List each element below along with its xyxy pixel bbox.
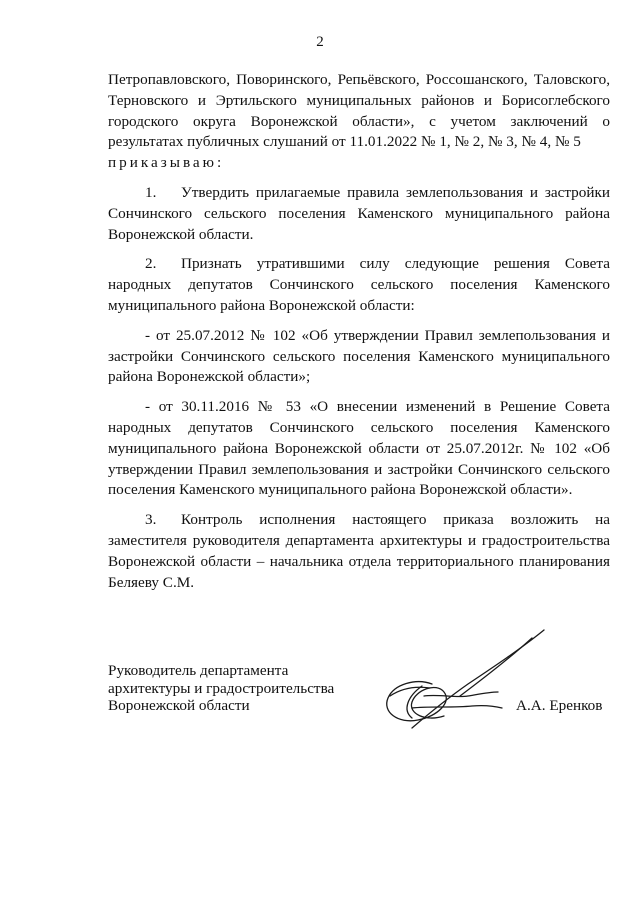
signer-name: А.А. Еренков: [516, 697, 603, 714]
order-word: приказываю:: [108, 154, 225, 172]
item-1: [108, 183, 610, 245]
item-2-sub-1: - от 25.07.2012 № 102 «Об утверждении Правил землепользования и застройки Сончинского сельского поселения Каменского муниципального района Воронежской области»;: [108, 326, 610, 386]
intro-paragraph: Петропавловского, Поворинского, Репьёвского, Россошанского, Таловского, Терновского и Эртильского муниципальных районов и Борисоглебского городского округа Воронежской области», с учетом заключений о результатах публичных слушаний от 11.01.2022 № 1, № 2, № 3, № 4, № 5: [108, 71, 610, 151]
item-2: [108, 254, 610, 316]
page-number: 2: [316, 34, 324, 50]
signoff-title-line-3: Воронежской области: [108, 697, 250, 714]
item-3-text: Контроль исполнения настоящего приказа возложить на заместителя руководителя департамента архитектуры и градостроительства Воронежской области – начальника отдела территориального планирования Беляеву С.М.: [108, 511, 610, 591]
item-1-number: 1.: [145, 183, 157, 201]
item-2-text: Признать утратившими силу следующие решения Совета народных депутатов Сончинского сельского поселения Каменского муниципального района Воронежской области:: [108, 255, 610, 314]
signoff-title-line-1: Руководитель департамента: [108, 662, 289, 679]
document-body: [108, 70, 610, 593]
signoff-title-line-2: архитектуры и градостроительства: [108, 679, 335, 697]
handwritten-signature: [372, 626, 552, 746]
signoff-block: [108, 662, 334, 715]
item-3-number: 3.: [145, 511, 157, 529]
item-2-number: 2.: [145, 255, 157, 273]
item-2-sub-2: - от 30.11.2016 № 53 «О внесении изменений в Решение Совета народных депутатов Сончинского сельского поселения Каменского муниципального района Воронежской области от 25.07.2012г. № 102 «Об утверждении Правил землепользования и застройки Сончинского сельского поселения Каменского муниципального района Воронежской области».: [108, 398, 610, 499]
item-3: [108, 510, 610, 593]
item-1-text: Утвердить прилагаемые правила землепользования и застройки Сончинского сельского поселения Каменского муниципального района Воронежской области.: [108, 183, 610, 243]
